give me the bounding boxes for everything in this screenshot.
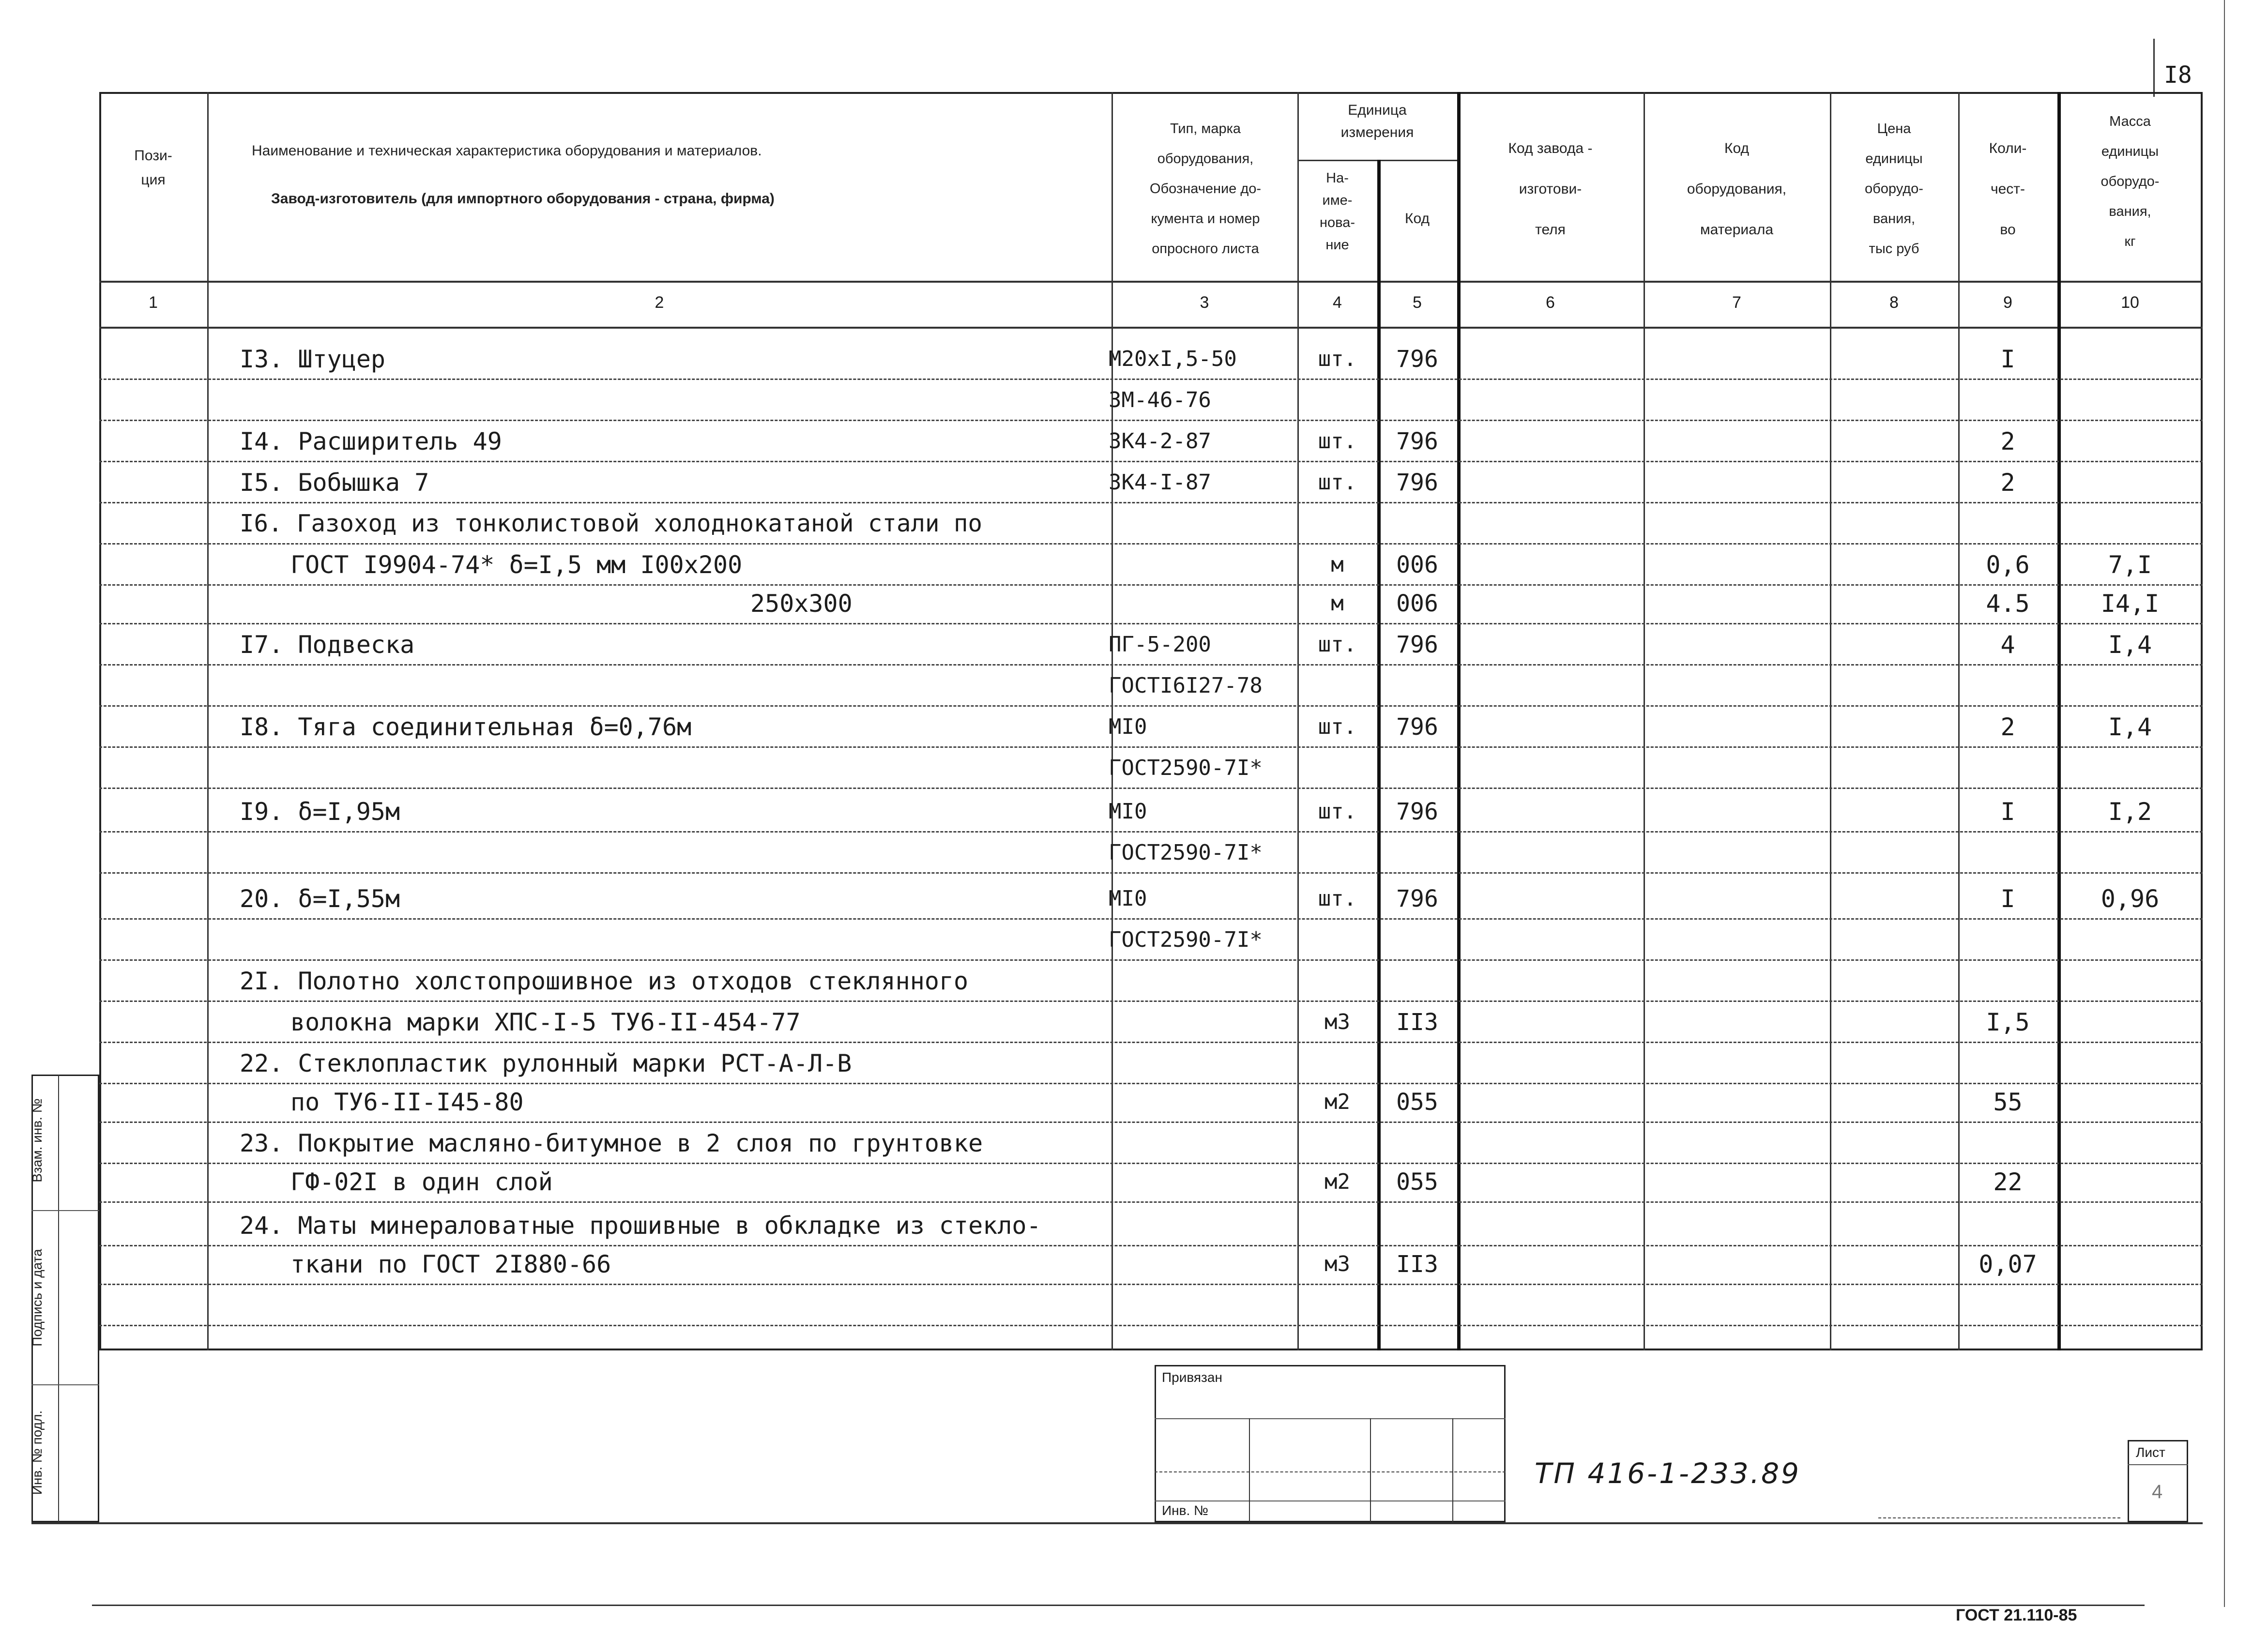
cell-mass: 0,96 xyxy=(2101,885,2160,913)
cell-type: 3К4-2-87 xyxy=(1109,429,1211,454)
header-unit-code: Код xyxy=(1404,211,1430,227)
column-number-2: 2 xyxy=(655,293,664,312)
cell-unit: шт. xyxy=(1318,470,1357,495)
row-separator xyxy=(99,746,2203,748)
cell-type: ГОСТ2590-7I* xyxy=(1109,927,1263,952)
cell-qty: 2 xyxy=(2000,427,2015,455)
cell-name: 24. Маты минераловатные прошивные в обкладке из стекло- xyxy=(240,1212,1041,1240)
cell-type: ГОСТ2590-7I* xyxy=(1109,756,1263,780)
row-separator xyxy=(99,1083,2203,1084)
cell-name: I7. Подвеска xyxy=(240,631,415,659)
cell-name: I9. δ=I,95м xyxy=(240,798,400,826)
column-number-6: 6 xyxy=(1546,293,1555,312)
side-stamp-line-2 xyxy=(31,1384,99,1385)
row-separator xyxy=(99,461,2203,462)
cell-code: 796 xyxy=(1396,428,1438,455)
cell-unit: м3 xyxy=(1324,1010,1350,1034)
cell-qty: 4.5 xyxy=(1986,590,2030,618)
cell-code: 055 xyxy=(1396,1089,1438,1116)
cell-name: I4. Расширитель 49 xyxy=(240,427,502,455)
header-price: Цена единицы оборудо- вания, тыс руб xyxy=(1865,121,1923,257)
side-label-replaced-inv: Взам. инв. № xyxy=(30,1098,45,1182)
row-separator xyxy=(99,831,2203,833)
cell-name: I3. Штуцер xyxy=(240,345,386,373)
cell-mass: I,4 xyxy=(2108,631,2152,659)
page-edge-line xyxy=(2224,0,2225,1607)
cell-unit: шт. xyxy=(1318,429,1357,454)
side-stamp-divider xyxy=(58,1075,59,1522)
sheet-box-line xyxy=(2128,1464,2188,1465)
cell-unit: шт. xyxy=(1318,632,1357,657)
cell-qty: I xyxy=(2000,798,2015,826)
column-number-8: 8 xyxy=(1889,293,1899,312)
cell-code: II3 xyxy=(1396,1009,1438,1036)
col-divider-5 xyxy=(1457,92,1461,1350)
cell-code: II3 xyxy=(1396,1251,1438,1278)
column-numbers-bottom-line xyxy=(99,327,2203,329)
row-separator xyxy=(99,1325,2203,1326)
cell-name: 20. δ=I,55м xyxy=(240,885,400,913)
cell-code: 796 xyxy=(1396,713,1438,741)
cell-qty: 2 xyxy=(2000,713,2015,741)
row-separator xyxy=(99,664,2203,666)
sheet-number-box-left-line xyxy=(2153,39,2155,97)
bottom-frame-line xyxy=(31,1522,2203,1524)
row-separator xyxy=(99,1163,2203,1164)
cell-qty: 4 xyxy=(2000,631,2015,659)
cell-name: 23. Покрытие масляно-битумное в 2 слоя по грунтовке xyxy=(240,1129,983,1157)
cell-type: ГОСТI6I27-78 xyxy=(1109,673,1263,698)
cell-unit: м2 xyxy=(1324,1169,1350,1194)
cell-type: 3М-46-76 xyxy=(1109,388,1211,412)
header-name: Наименование и техническая характеристика оборудования и материалов. Завод-изготовитель (для импортного оборудования - страна, фирма) xyxy=(252,143,775,207)
cell-qty: 55 xyxy=(1993,1088,2023,1116)
row-separator xyxy=(99,1245,2203,1246)
row-separator xyxy=(99,788,2203,789)
header-unit-group: Единица измерения xyxy=(1340,102,1414,140)
cell-name: волокна марки ХПС-I-5 ТУ6-II-454-77 xyxy=(290,1008,801,1036)
cell-qty: 2 xyxy=(2000,469,2015,497)
column-number-9: 9 xyxy=(2003,293,2012,312)
cell-name: ткани по ГОСТ 2I880-66 xyxy=(290,1250,611,1278)
header-quantity: Коли- чест- во xyxy=(1989,140,2027,238)
document-code: ТП 416-1-233.89 xyxy=(1535,1457,1801,1490)
cell-unit: шт. xyxy=(1318,347,1357,371)
row-separator xyxy=(99,420,2203,421)
inv-number-label: Инв. № xyxy=(1162,1503,1209,1518)
cell-code: 796 xyxy=(1396,631,1438,658)
cell-type: 3К4-I-87 xyxy=(1109,470,1211,495)
cell-unit: м3 xyxy=(1324,1252,1350,1276)
cell-mass: 7,I xyxy=(2108,551,2152,579)
cell-qty: I xyxy=(2000,345,2015,373)
row-separator xyxy=(99,623,2203,624)
header-factory-code: Код завода - изготови- теля xyxy=(1508,140,1593,238)
cell-code: 006 xyxy=(1396,551,1438,578)
footer-line xyxy=(92,1605,2145,1606)
cell-code: 796 xyxy=(1396,346,1438,373)
cell-unit: шт. xyxy=(1318,799,1357,824)
cell-name: ГОСТ I9904-74* δ=I,5 мм I00х200 xyxy=(290,551,743,579)
header-mass: Масса единицы оборудо- вания, кг xyxy=(2101,114,2160,249)
doc-code-underline xyxy=(1878,1517,2120,1518)
cell-name: по ТУ6-II-I45-80 xyxy=(290,1088,524,1116)
col-divider-6 xyxy=(1644,92,1645,1350)
row-separator xyxy=(99,502,2203,503)
side-label-original-inv: Инв. № подл. xyxy=(30,1410,45,1495)
cell-unit: шт. xyxy=(1318,714,1357,739)
cell-name: I8. Тяга соединительная δ=0,76м xyxy=(240,713,692,741)
col-divider-7 xyxy=(1830,92,1831,1350)
cell-type: МI0 xyxy=(1109,714,1147,739)
row-separator xyxy=(99,1122,2203,1123)
row-separator xyxy=(99,379,2203,380)
sheet-value: 4 xyxy=(2152,1481,2163,1502)
binding-divider-1 xyxy=(1249,1418,1250,1522)
sheet-number: I8 xyxy=(2164,61,2192,89)
header-unit-name: На- име- нова- ние xyxy=(1319,170,1355,253)
cell-code: 796 xyxy=(1396,885,1438,912)
cell-qty: I,5 xyxy=(1986,1008,2030,1036)
row-separator xyxy=(99,1201,2203,1203)
cell-name: I5. Бобышка 7 xyxy=(240,469,429,497)
cell-name: 22. Стеклопластик рулонный марки РСТ-А-Л-В xyxy=(240,1049,852,1077)
row-separator xyxy=(99,543,2203,545)
cell-code: 006 xyxy=(1396,590,1438,617)
cell-type: МI0 xyxy=(1109,886,1147,911)
cell-name: 2I. Полотно холстопрошивное из отходов стеклянного xyxy=(240,967,969,995)
cell-code: 055 xyxy=(1396,1168,1438,1196)
column-number-1: 1 xyxy=(149,293,158,312)
cell-unit: м xyxy=(1331,591,1344,616)
cell-type: ГОСТ2590-7I* xyxy=(1109,840,1263,865)
cell-name: 250х300 xyxy=(750,590,852,618)
column-number-4: 4 xyxy=(1333,293,1342,312)
cell-name: I6. Газоход из тонколистовой холоднокатаной стали по xyxy=(240,510,983,537)
cell-mass: I,4 xyxy=(2108,713,2152,741)
cell-name: ГФ-02I в один слой xyxy=(290,1168,553,1196)
cell-type: М20хI,5-50 xyxy=(1109,347,1237,371)
cell-mass: I,2 xyxy=(2108,798,2152,826)
binding-divider-3 xyxy=(1452,1418,1453,1522)
cell-mass: I4,I xyxy=(2101,590,2160,618)
cell-code: 796 xyxy=(1396,469,1438,496)
row-separator xyxy=(99,584,2203,586)
header-position: Пози- ция xyxy=(134,148,172,188)
sheet-label: Лист xyxy=(2136,1445,2165,1460)
cell-type: ПГ-5-200 xyxy=(1109,632,1211,657)
column-number-7: 7 xyxy=(1732,293,1741,312)
row-separator xyxy=(99,872,2203,874)
header-equipment-code: Код оборудования, материала xyxy=(1687,140,1787,238)
row-separator xyxy=(99,959,2203,961)
cell-qty: 0,07 xyxy=(1979,1250,2037,1278)
cell-qty: 22 xyxy=(1993,1168,2023,1196)
row-separator xyxy=(99,1042,2203,1043)
col-divider-1 xyxy=(207,92,209,1350)
side-stamp-line-1 xyxy=(31,1210,99,1211)
column-number-3: 3 xyxy=(1200,293,1209,312)
footer-standard: ГОСТ 21.110-85 xyxy=(1956,1606,2077,1624)
cell-unit: м xyxy=(1331,552,1344,577)
side-label-signature-date: Подпись и дата xyxy=(30,1249,45,1347)
binding-divider-2 xyxy=(1370,1418,1371,1522)
column-number-5: 5 xyxy=(1413,293,1422,312)
row-separator xyxy=(99,918,2203,920)
cell-unit: м2 xyxy=(1324,1090,1350,1114)
cell-unit: шт. xyxy=(1318,886,1357,911)
cell-type: МI0 xyxy=(1109,799,1147,824)
column-number-10: 10 xyxy=(2121,293,2139,312)
row-separator xyxy=(99,1284,2203,1285)
cell-qty: 0,6 xyxy=(1986,551,2030,579)
cell-qty: I xyxy=(2000,885,2015,913)
header-bottom-line xyxy=(99,281,2203,283)
header-type: Тип, марка оборудования, Обозначение до- кумента и номер опросного листа xyxy=(1149,121,1262,257)
row-separator xyxy=(99,705,2203,707)
binding-label: Привязан xyxy=(1162,1370,1222,1385)
cell-code: 796 xyxy=(1396,798,1438,825)
row-separator xyxy=(99,1000,2203,1002)
